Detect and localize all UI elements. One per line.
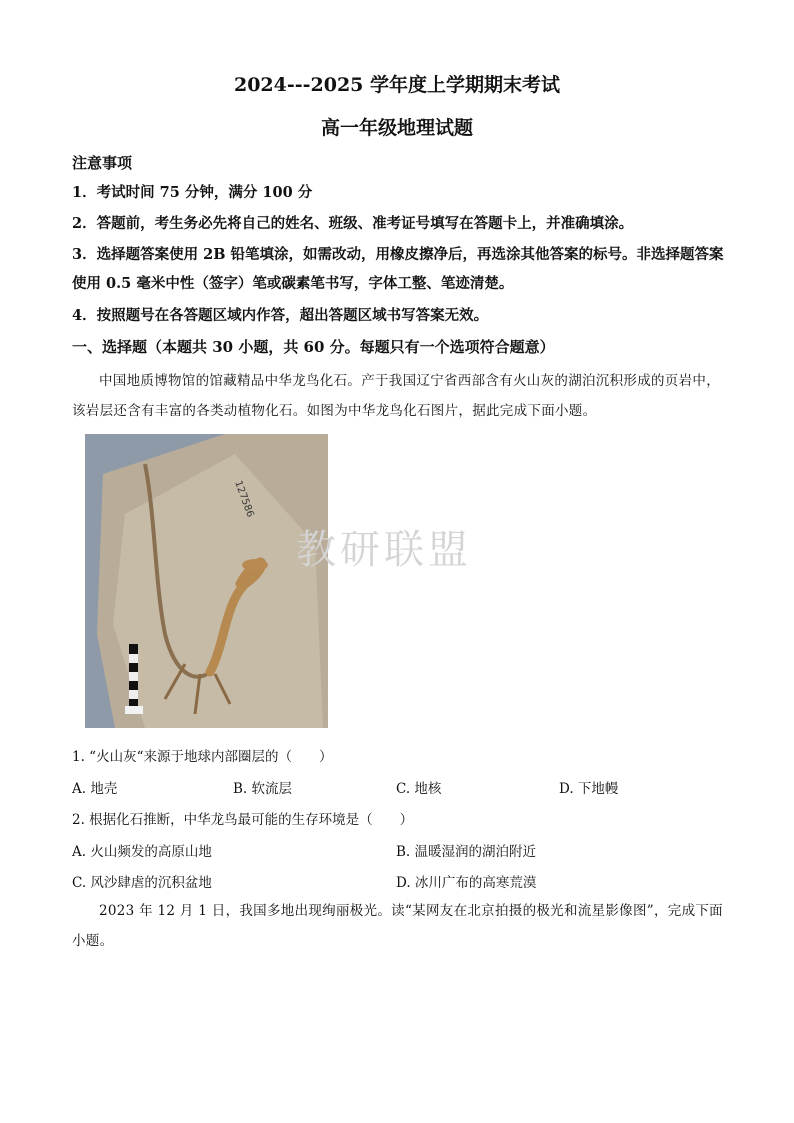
passage-text: 中国地质博物馆的馆藏精品中华龙鸟化石。产于我国辽宁省西部含有火山灰的湖泊沉积形成的页岩中，该岩层还含有丰富的各类动植物化石。如图为中华龙鸟化石图片，据此完成下面小题。	[72, 373, 720, 419]
passage-text-2: 2023 年 12 月 1 日，我国多地出现绚丽极光。读“某网友在北京拍摄的极光和流星影像图”，完成下面小题。	[72, 903, 723, 949]
exam-title: 2024---2025 学年度上学期期末考试	[233, 74, 561, 96]
q1-option-d: D. 下地幔	[559, 781, 619, 797]
svg-text:127586: 127586	[232, 479, 256, 519]
watermark: 教研联盟	[296, 527, 472, 573]
notes-heading: 注意事项	[72, 154, 133, 172]
q2-option-c: C. 风沙肆虐的沉积盆地	[72, 875, 212, 891]
exam-subtitle: 高一年级地理试题	[320, 117, 473, 139]
q2-option-a: A. 火山频发的高原山地	[72, 844, 212, 860]
note-item: 4．按照题号在各答题区域内作答，超出答题区域书写答案无效。	[72, 307, 489, 324]
section-heading: 一、选择题（本题共 30 小题，共 60 分。每题只有一个选项符合题意）	[72, 338, 555, 356]
q1-option-a: A. 地壳	[72, 781, 118, 797]
q1-option-b: B. 软流层	[233, 781, 293, 797]
question-1-stem: 1. “火山灰“来源于地球内部圈层的（ ）	[72, 749, 333, 765]
question-2-stem: 2. 根据化石推断，中华龙鸟最可能的生存环境是（ ）	[72, 812, 414, 828]
q2-option-d: D. 冰川广布的高寒荒漠	[396, 875, 537, 891]
q1-option-c: C. 地核	[396, 781, 442, 797]
q2-option-b: B. 温暖湿润的湖泊附近	[396, 844, 537, 860]
note-item: 2．答题前，考生务必先将自己的姓名、班级、准考证号填写在答题卡上，并准确填涂。	[72, 215, 634, 232]
note-item: 3．选择题答案使用 2B 铅笔填涂，如需改动，用橡皮擦净后，再选涂其他答案的标号。非选择题答案使用 0.5 毫米中性（签字）笔或碳素笔书写，字体工整、笔迹清楚。	[72, 246, 724, 292]
note-item: 1．考试时间 75 分钟，满分 100 分	[72, 184, 313, 201]
fossil-image	[85, 434, 328, 728]
fossil-photo	[85, 434, 328, 728]
